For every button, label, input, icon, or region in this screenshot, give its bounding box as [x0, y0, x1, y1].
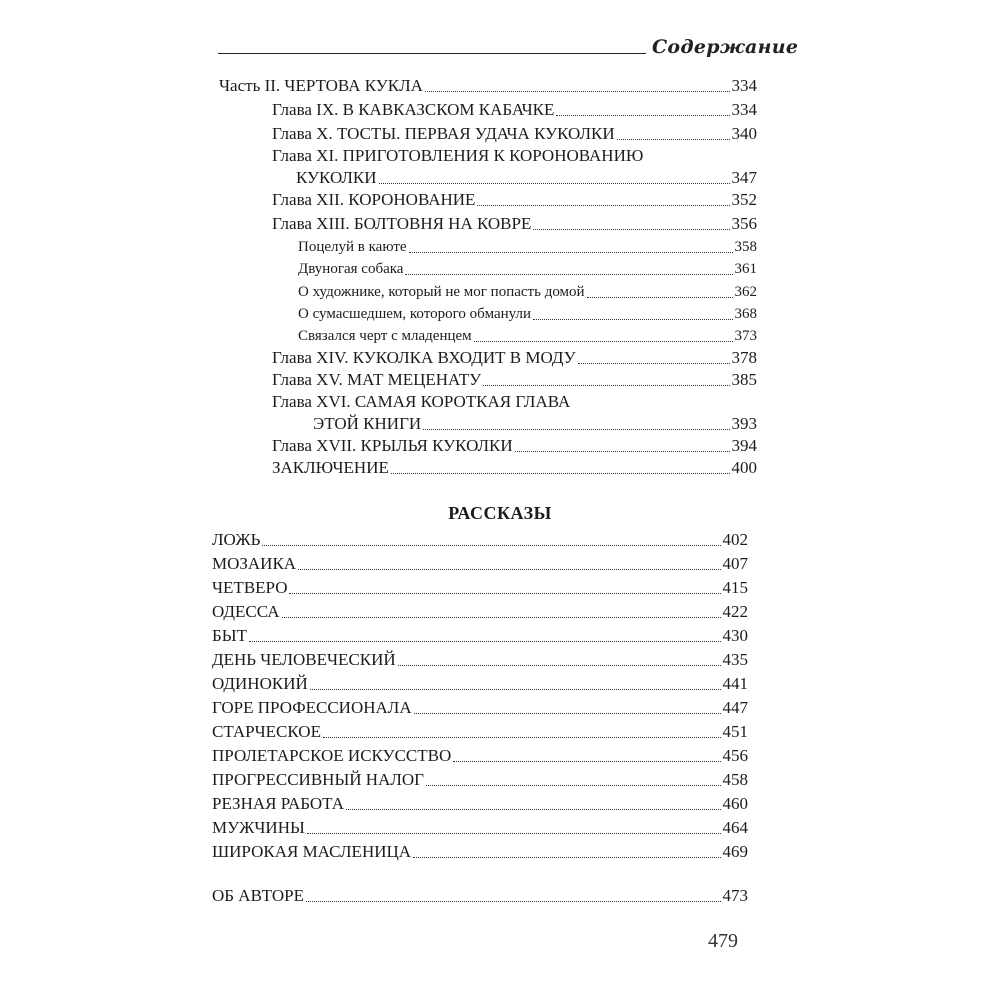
toc-entry-title: МОЗАИКА	[212, 554, 297, 573]
toc-entry-page: 473	[722, 886, 748, 905]
dot-leader	[405, 274, 732, 275]
toc-entry-chapter	[272, 436, 757, 456]
toc-entry-title: ЛОЖЬ	[212, 530, 261, 549]
toc-entry-title: Глава IX. В КАВКАЗСКОМ КАБАЧКЕ	[272, 100, 555, 119]
toc-entry-page: 358	[734, 239, 757, 255]
toc-entry-story	[212, 698, 748, 718]
toc-entry-page: 422	[722, 602, 748, 621]
toc-entry-subsection	[298, 282, 757, 302]
toc-entry-page: 368	[734, 306, 757, 322]
toc-entry-title: МУЖЧИНЫ	[212, 818, 305, 837]
toc-entry-story	[212, 530, 748, 550]
toc-entry-page: 393	[731, 414, 757, 433]
toc-entry-story	[212, 554, 748, 574]
toc-entry-page: 464	[722, 818, 748, 837]
toc-entry-page: 435	[722, 650, 748, 669]
toc-entry-title: Глава XIV. КУКОЛКА ВХОДИТ В МОДУ	[272, 348, 576, 367]
toc-entry-story	[212, 722, 748, 742]
toc-entry-title: ПРОЛЕТАРСКОЕ ИСКУССТВО	[212, 746, 452, 765]
toc-entry-title: ГОРЕ ПРОФЕССИОНАЛА	[212, 698, 412, 717]
dot-leader	[298, 569, 720, 570]
toc-entry-part2	[219, 76, 757, 96]
toc-entry-title: Глава XVII. КРЫЛЬЯ КУКОЛКИ	[272, 436, 513, 455]
page-number: 479	[708, 930, 738, 952]
toc-entry-chapter	[272, 190, 757, 210]
toc-entry-page: 340	[731, 124, 757, 143]
dot-leader	[533, 229, 729, 230]
toc-entry-story	[212, 770, 748, 790]
toc-entry-page: 430	[722, 626, 748, 645]
toc-entry-story	[212, 818, 748, 838]
toc-entry-title: Поцелуй в каюте	[298, 239, 407, 255]
toc-entry-title-cont: ЭТОЙ КНИГИ	[313, 414, 422, 433]
toc-entry-chapter	[272, 100, 757, 120]
dot-leader	[425, 91, 730, 92]
dot-leader	[453, 761, 720, 762]
toc-entry-story	[212, 626, 748, 646]
dot-leader	[346, 809, 721, 810]
toc-entry-conclusion	[272, 458, 757, 478]
toc-entry-page: 334	[731, 76, 757, 95]
toc-entry-page: 458	[722, 770, 748, 789]
toc-entry-page: 347	[731, 168, 757, 187]
dot-leader	[533, 319, 732, 320]
dot-leader	[426, 785, 721, 786]
toc-entry-title: ШИРОКАЯ МАСЛЕНИЦА	[212, 842, 412, 861]
toc-entry-chapter	[296, 168, 757, 188]
dot-leader	[307, 833, 721, 834]
toc-entry-title: ЧЕТВЕРО	[212, 578, 288, 597]
toc-entry-title: ОДИНОКИЙ	[212, 674, 308, 693]
toc-entry-story	[212, 674, 748, 694]
toc-entry-page: 378	[731, 348, 757, 367]
dot-leader	[477, 205, 729, 206]
toc-entry-title-line1: Глава XVI. САМАЯ КОРОТКАЯ ГЛАВА	[272, 392, 571, 411]
dot-leader	[483, 385, 729, 386]
toc-entry-story	[212, 650, 748, 670]
dot-leader	[262, 545, 720, 546]
toc-entry-page: 460	[722, 794, 748, 813]
toc-entry-title: ПРОГРЕССИВНЫЙ НАЛОГ	[212, 770, 424, 789]
toc-entry-page: 361	[734, 261, 757, 277]
toc-entry-title: СТАРЧЕСКОЕ	[212, 722, 321, 741]
toc-entry-page: 356	[731, 214, 757, 233]
running-header-title: Содержание	[652, 36, 799, 58]
toc-entry-story	[212, 602, 748, 622]
toc-entry-page: 400	[731, 458, 757, 477]
toc-entry-title: О сумасшедшем, которого обманули	[298, 306, 532, 322]
toc-entry-page: 415	[722, 578, 748, 597]
toc-entry-title-cont: КУКОЛКИ	[296, 168, 377, 187]
toc-entry-subsection	[298, 326, 757, 346]
dot-leader	[249, 641, 721, 642]
dot-leader	[323, 737, 721, 738]
toc-entry-title: ОБ АВТОРЕ	[212, 886, 304, 905]
toc-entry-chapter	[272, 124, 757, 144]
dot-leader	[398, 665, 721, 666]
toc-entry-page: 334	[731, 100, 757, 119]
toc-entry-page: 451	[722, 722, 748, 741]
toc-entry-title: Двуногая собака	[298, 261, 404, 277]
toc-entry-story	[212, 578, 748, 598]
toc-entry-page: 394	[731, 436, 757, 455]
dot-leader	[423, 429, 729, 430]
toc-entry-chapter	[272, 214, 757, 234]
toc-entry-subsection	[298, 237, 757, 257]
dot-leader	[310, 689, 721, 690]
toc-entry-title: ДЕНЬ ЧЕЛОВЕЧЕСКИЙ	[212, 650, 396, 669]
dot-leader	[306, 901, 721, 902]
toc-entry-story	[212, 746, 748, 766]
toc-entry-title-line1: Глава XI. ПРИГОТОВЛЕНИЯ К КОРОНОВАНИЮ	[272, 146, 644, 165]
dot-leader	[587, 297, 733, 298]
toc-entry-title: ЗАКЛЮЧЕНИЕ	[272, 458, 389, 477]
toc-entry-title: РЕЗНАЯ РАБОТА	[212, 794, 344, 813]
toc-entry-page: 402	[722, 530, 748, 549]
toc-entry-story	[212, 842, 748, 862]
dot-leader	[409, 252, 733, 253]
dot-leader	[556, 115, 729, 116]
section-heading-stories: РАССКАЗЫ	[448, 503, 552, 523]
toc-entry-subsection	[298, 304, 757, 324]
toc-entry-page: 447	[722, 698, 748, 717]
toc-entry-title: Связался черт с младенцем	[298, 328, 472, 344]
dot-leader	[379, 183, 730, 184]
toc-entry-title: Глава XV. МАТ МЕЦЕНАТУ	[272, 370, 482, 389]
dot-leader	[413, 857, 720, 858]
dot-leader	[282, 617, 721, 618]
toc-entry-title: БЫТ	[212, 626, 247, 645]
toc-entry-title: Глава X. ТОСТЫ. ПЕРВАЯ УДАЧА КУКОЛКИ	[272, 124, 615, 143]
toc-entry-page: 407	[722, 554, 748, 573]
toc-entry-chapter	[313, 414, 757, 434]
toc-entry-title: Глава XII. КОРОНОВАНИЕ	[272, 190, 476, 209]
toc-entry-page: 385	[731, 370, 757, 389]
dot-leader	[391, 473, 730, 474]
toc-entry-page: 362	[734, 284, 757, 300]
toc-entry-title: Часть II. ЧЕРТОВА КУКЛА	[219, 76, 423, 95]
toc-entry-page: 441	[722, 674, 748, 693]
toc-entry-subsection	[298, 259, 757, 279]
dot-leader	[474, 341, 733, 342]
toc-entry-title: О художнике, который не мог попасть домой	[298, 284, 585, 300]
toc-entry-title: Глава XIII. БОЛТОВНЯ НА КОВРЕ	[272, 214, 532, 233]
toc-entry-page: 456	[722, 746, 748, 765]
dot-leader	[617, 139, 730, 140]
dot-leader	[414, 713, 721, 714]
toc-entry-title: ОДЕССА	[212, 602, 280, 621]
toc-entry-page: 373	[734, 328, 757, 344]
toc-entry-about-author	[212, 886, 748, 906]
toc-entry-page: 352	[731, 190, 757, 209]
toc-entry-story	[212, 794, 748, 814]
toc-entry-chapter	[272, 348, 757, 368]
toc-entry-chapter	[272, 370, 757, 390]
header-rule	[218, 53, 646, 54]
dot-leader	[289, 593, 720, 594]
toc-entry-page: 469	[722, 842, 748, 861]
dot-leader	[578, 363, 730, 364]
dot-leader	[515, 451, 730, 452]
